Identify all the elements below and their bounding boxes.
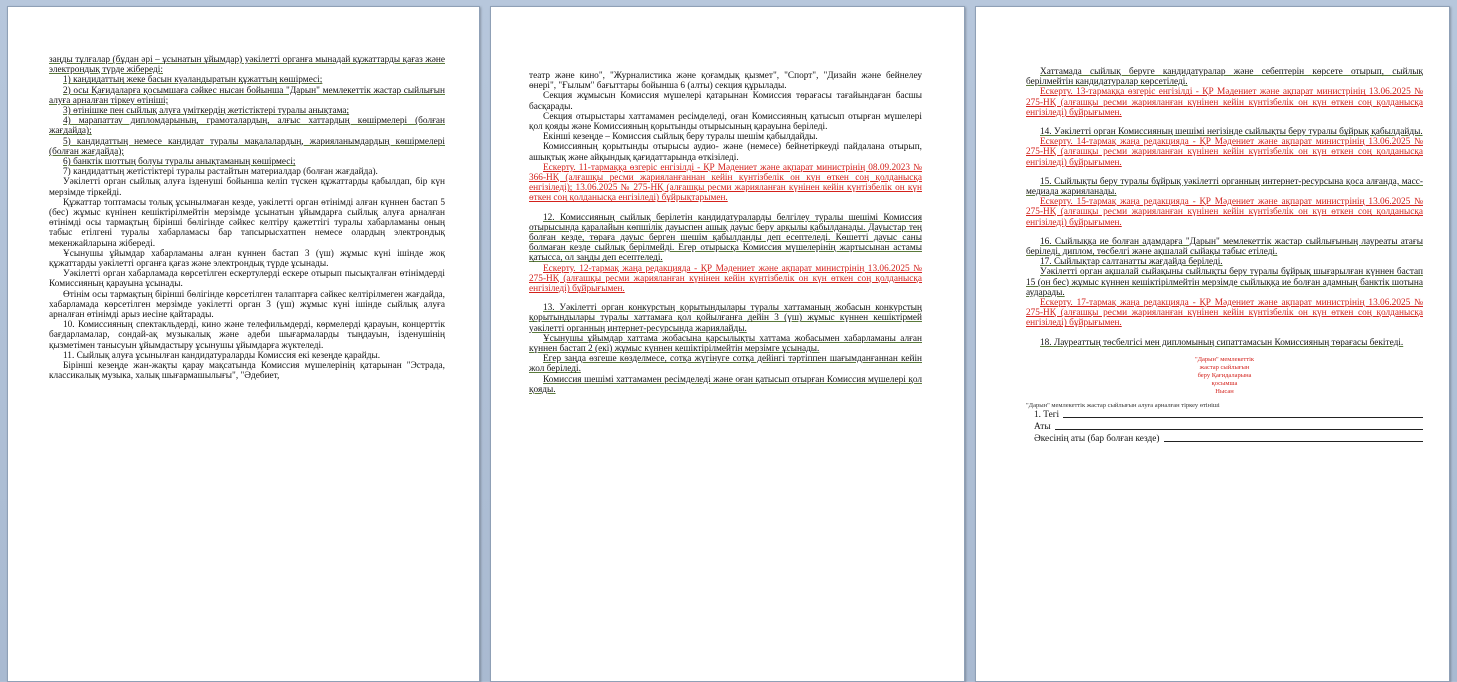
form-header: "Дарын" мемлекеттік жастар сыйлығын алуға арналған тіркеу өтініші xyxy=(1026,401,1220,409)
page-3-body xyxy=(1026,67,1423,348)
paragraph: Егер заңда өзгеше көзделмесе, сотқа жүгінуге сотқа дейінгі тәртіппен шағымданғаннан кейін жол беріледі. xyxy=(529,354,922,375)
stamp-line: беру Қағидаларына xyxy=(1197,371,1252,379)
paragraph: Екінші кезеңде – Комиссия сыйлық беру туралы шешім қабылдайды. xyxy=(543,132,818,143)
amendment-note: Ескерту. 11-тармаққа өзгеріс енгізілді - ҚР Мәдениет және ақпарат министрінің 08.09.2023 № 366-НҚ (алғашқы ресми жарияланғаннан кейін күнтізбелік он күн өткен соң қолданысқа енгізіледі); 13.06.2025 № 275-НҚ (алғашқы ресми жарияланған күнінен кейін күнтізбелік он күн өткен соң қолданысқа енгізіледі) бұйрықтарымен. xyxy=(529,162,922,204)
amendment-note: Ескерту. 17-тармақ жаңа редакцияда - ҚР Мәдениет және ақпарат министрінің 13.06.2025 № 275-НҚ (алғашқы ресми жарияланған күнінен кейін күнтізбелік он күн өткен соң қолданысқа енгізіледі) бұйрығымен. xyxy=(1026,298,1423,329)
page-1 xyxy=(7,6,480,682)
paragraph: 15. Сыйлықты беру туралы бұйрық уәкілетті органның интернет-ресурсына қоса алғанда, масс-медиада жарияланады. xyxy=(1026,176,1423,198)
amendment-note: Ескерту. 15-тармақ жаңа редакцияда - ҚР Мәдениет және ақпарат министрінің 13.06.2025 № 275-НҚ (алғашқы ресми жарияланған күнінен кейін күнтізбелік он күн өткен соң қолданысқа енгізіледі) бұйрығымен. xyxy=(1026,197,1423,228)
stamp-line: қосымша xyxy=(1211,379,1238,387)
page-2 xyxy=(490,6,965,682)
paragraph: 13. Уәкілетті орган конкурстың қорытындылары туралы хаттаманың жобасын конкурстың қорытындылары туралы хаттамаға қол қойылғанға дейін 3 (үш) жұмыс күннен кешіктірмей уәкілетті органның интернет-ресурсында жариялайды. xyxy=(529,303,922,334)
paragraph: 10. Комиссияның спектакльдерді, кино және телефильмдерді, көрмелерді қарауын, концерттік бағдарламалар, сондай-ақ музыкалық және әдеби шығармаларды тыңдауын, ізденушінің қызметімен танысуын ұйымдастыру ұсынушы ұйымдарға жүктеледі. xyxy=(49,320,445,351)
paragraph: 4) марапаттау дипломдарының, грамоталардың, алғыс хаттардың көшірмелері (болған жағдайда); xyxy=(49,116,445,137)
paragraph: Уәкілетті орган ақшалай сыйақыны сыйлықты беру туралы бұйрық шығарылған күннен бастап 15 (он бес) жұмыс күннен кешіктірілмейтін мерзімде сыйлыққа ие болған адамның банктік шотына аударады. xyxy=(1026,267,1423,298)
paragraph: Өтінім осы тармақтың бірінші бөлігінде көрсетілген талаптарға сәйкес келтірілмеген жағдайда, хабарламада көрсетілген мерзімде уәкілетті орган 3 (үш) жұмыс күні ішінде сыйлық алуға арналған өтінімді арыз иесіне қайтарады. xyxy=(49,289,445,321)
page-3 xyxy=(975,6,1450,682)
annex-stamp xyxy=(1026,356,1423,396)
paragraph: Уәкілетті орган сыйлық алуға ізденуші бойынша келіп түскен құжаттарды қабылдап, бір күн мерзімде тіркейді. xyxy=(49,177,445,198)
paragraph: 16. Сыйлыққа ие болған адамдарға "Дарын" мемлекеттік жастар сыйлығының лауреаты атағы беріледі, диплом, төсбелгі және ақшалай сыйақы табыс етіледі. xyxy=(1026,236,1423,258)
form-field-patronymic: Әкесінің аты (бар болған кезде) xyxy=(1034,433,1423,445)
paragraph: 6) банктік шоттың болуы туралы анықтаманың көшірмесі; xyxy=(63,157,296,168)
paragraph: Ұсынушы ұйымдар хаттама жобасына қарсылықты хаттама жобасымен хабарламаны алған күннен бастап 2 (екі) жұмыс күннен кешіктірілмейтін мерзімге ұсынады. xyxy=(529,333,922,355)
amendment-note: Ескерту. 13-тармаққа өзгеріс енгізілді - ҚР Мәдениет және ақпарат министрінің 13.06.2025 № 275-НҚ (алғашқы ресми жарияланған күнінен кейін күнтізбелік он күн өткен соң қолданысқа енгізіледі) бұйрығымен. xyxy=(1026,87,1423,118)
paragraph: театр және кино", "Журналистика және қоғамдық қызмет", "Спорт", "Дизайн және бейнелеу өнері", "Ғылым" бағыттары бойынша 6 (алты) секция құрылады. xyxy=(529,71,922,92)
paragraph: Құжаттар топтамасы толық ұсынылмаған кезде, уәкілетті орган өтінімді алған күннен бастап 5 (бес) жұмыс күнінен кешіктірілмейтін мерзімде ұсынатын ұйымдарға сыйлық алуға арналған өтінімді осы тармақтың бірінші бөлігінде сәйкес келтіру қажеттігі туралы хабарламаны оның табыс етілгені туралы хабарламасы бар тапсырысхатпен немесе олардың электрондық мекенжайларына жібереді. xyxy=(49,197,445,249)
paragraph: Хаттамада сыйлық беруге кандидатуралар және себептерін көрсете отырып, сыйлық берілмейтін кандидатуралар көрсетіледі. xyxy=(1026,67,1423,88)
paragraph: Уәкілетті орган хабарламада көрсетілген ескертулерді ескере отырып пысықталған өтінімдерді Комиссияның қарауына ұсынады. xyxy=(49,269,445,290)
paragraph: Секция отырыстары хаттамамен ресімделеді, оған Комиссияның қатысып отырған мүшелері қол қояды және Комиссияның қорытынды отырысының қарауына беріледі. xyxy=(529,111,922,133)
paragraph: 5) кандидаттың немесе кандидат туралы мақалалардың, жарияланымдардың көшірмелері (болған жағдайда); xyxy=(49,136,445,157)
paragraph: 7) кандидаттың жетістіктері туралы растайтын материалдар (болған жағдайда). xyxy=(63,167,378,178)
paragraph: заңды тұлғалар (бұдан әрі – ұсынатын ұйымдар) уәкілетті органға мынадай құжаттарды қағаз және электрондық түрде жібереді: xyxy=(49,55,445,76)
amendment-note: Ескерту. 14-тармақ жаңа редакцияда - ҚР Мәдениет және ақпарат министрінің 13.06.2025 № 275-НҚ (алғашқы ресми жарияланған күнінен кейін күнтізбелік он күн өткен соң қолданысқа енгізіледі) бұйрығымен. xyxy=(1026,137,1423,168)
paragraph: 18. Лауреаттың төсбелгісі мен дипломының сипаттамасын Комиссияның төрағасы бекітеді. xyxy=(1040,337,1404,348)
amendment-note: Ескерту. 12-тармақ жаңа редакцияда - ҚР Мәдениет және ақпарат министрінің 13.06.2025 № 275-НҚ (алғашқы ресми жарияланған күнінен кейін күнтізбелік он күн өткен соң қолданысқа енгізіледі) бұйрығымен. xyxy=(529,263,922,295)
stamp-line: "Дарын" мемлекеттік xyxy=(1194,355,1255,363)
paragraph: Комиссияның қорытынды отырысы аудио- және (немесе) бейнетіркеуді пайдалана отырып, ашықтық және айқындық қағидаттарында өткізіледі. xyxy=(529,142,922,163)
paragraph: 11. Сыйлық алуға ұсынылған кандидатураларды Комиссия екі кезеңде қарайды. xyxy=(63,350,381,361)
stamp-line: Нысан xyxy=(1215,387,1234,395)
stamp-line: жастар сыйлығын xyxy=(1199,363,1250,371)
paragraph: 2) осы Қағидаларға қосымшаға сәйкес нысан бойынша "Дарын" мемлекеттік жастар сыйлығын алуға арналған тіркеу өтініші; xyxy=(49,85,445,106)
paragraph: 12. Комиссияның сыйлық берілетін кандидатураларды белгілеу туралы шешімі Комиссия отырысында қаралайын көпшілік дауыспен ашық дауыс беру арқылы қабылданады. Дауыстар тең болған кезде, төраға дауыс берген шешім қабылданды деп есептеледі. Көшетті дауыс саны болмаған кезде сыйлық берілмейді. Егер отырысқа Комиссия мүшелерінің жартысынан астамы қатысса, ол заңды деп есептеледі. xyxy=(529,212,922,264)
paragraph: 17. Сыйлықтар салтанатты жағдайда беріледі. xyxy=(1040,257,1223,268)
form-field-name: Аты xyxy=(1034,421,1423,433)
paragraph: Комиссия шешімі хаттамамен ресімделеді және оған қатысып отырған Комиссия мүшелері қол қояды. xyxy=(529,374,922,395)
form-field-surname: 1. Тегі xyxy=(1034,409,1423,421)
paragraph: 14. Уәкілетті орган Комиссияның шешімі негізінде сыйлықты беру туралы бұйрық қабылдайды. xyxy=(1040,127,1423,138)
paragraph: Ұсынушы ұйымдар хабарламаны алған күннен бастап 3 (үш) жұмыс күні ішінде жоқ құжаттарды уәкілетті органға қағаз және электрондық түрде ұсынады. xyxy=(49,248,445,270)
paragraph: Секция жұмысын Комиссия мүшелері қатарынан Комиссия төрағасы тағайындаған басшы басқарады. xyxy=(529,91,922,112)
paragraph: 1) кандидаттың жеке басын куәландыратын құжаттың көшірмесі; xyxy=(63,75,323,86)
paragraph: 3) өтінішке пен сыйлық алуға үміткердің жетістіктері туралы анықтама; xyxy=(63,106,350,117)
paragraph: Бірінші кезеңде жан-жақты қарау мақсатында Комиссия мүшелерінің қатарынан "Эстрада, классикалық музыка, халық шығармашылығы", "Әдебиет, xyxy=(49,361,445,382)
